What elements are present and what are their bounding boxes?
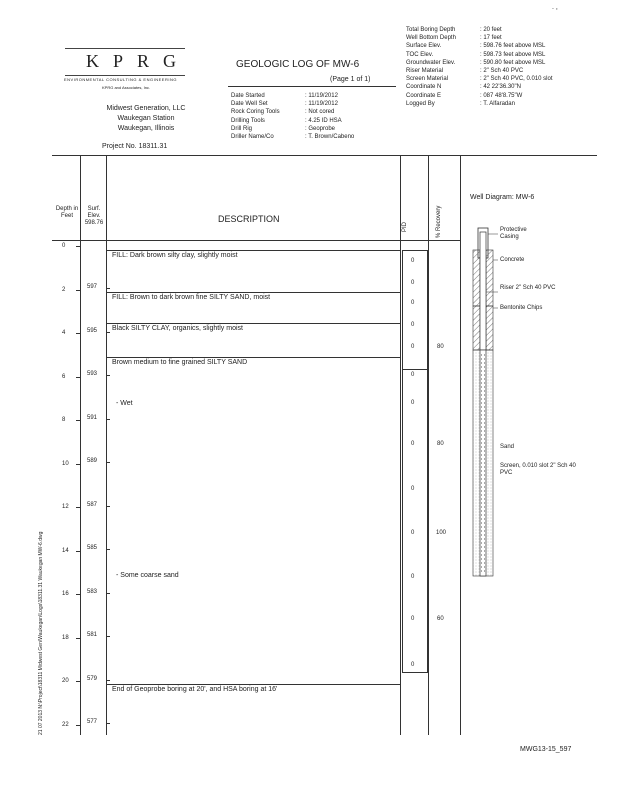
client-name: Midwest Generation, LLC — [106, 105, 186, 112]
info-value: : 11/19/2012 — [305, 101, 338, 108]
elev-tick-label: 585 — [87, 545, 98, 551]
depth-tick — [76, 420, 80, 421]
recovery-value-3: 100 — [436, 530, 447, 536]
depth-tick-label: 0 — [62, 243, 66, 249]
desc-divider-2 — [106, 323, 400, 324]
screen-pipe — [480, 350, 486, 576]
depth-tick — [76, 725, 80, 726]
depth-tick — [76, 594, 80, 595]
client-location: Waukegan, Illinois — [117, 125, 175, 132]
elev-tick — [106, 288, 110, 289]
description-2: FILL: Brown to dark brown fine SILTY SAND, moist — [112, 294, 271, 301]
info-label: Coordinate E — [406, 92, 442, 99]
info-value: : 087 48'8.75"W — [480, 92, 523, 99]
depth-tick — [76, 333, 80, 334]
info-label: Drill Rig — [231, 125, 252, 132]
bentonite-left — [473, 306, 480, 350]
depth-tick-label: 14 — [62, 547, 69, 554]
elev-tick-label: 587 — [87, 501, 98, 508]
well-label-riser: Riser 2" Sch 40 PVC — [500, 285, 556, 291]
pid-value: 0 — [411, 372, 415, 378]
desc-divider-0 — [106, 250, 400, 251]
recovery-header: % Recovery — [436, 205, 442, 238]
depth-tick-label: 22 — [62, 721, 69, 728]
info-value: : 598.73 feet above MSL — [480, 51, 546, 58]
table-top-border — [52, 155, 597, 156]
concrete-right — [486, 250, 493, 306]
elev-header: Surf. Elev. 598.76 — [84, 206, 104, 226]
depth-tick — [76, 681, 80, 682]
company-logo: KPRG — [86, 51, 191, 71]
depth-tick — [76, 464, 80, 465]
pid-value: 0 — [411, 400, 415, 406]
elev-tick-label: 579 — [87, 675, 98, 682]
project-number: Project No. 18311.31 — [102, 143, 168, 150]
well-label-bentonite: Bentonite Chips — [500, 305, 543, 311]
elev-tick — [106, 636, 110, 637]
well-diagram-header: Well Diagram: MW-6 — [470, 194, 535, 201]
logo-rule-top — [65, 48, 185, 49]
info-value: : T. Brown/Cabeno — [305, 134, 355, 141]
elev-tick — [106, 332, 110, 333]
info-value: : 20 feet — [480, 27, 502, 33]
elev-tick-label: 577 — [87, 719, 98, 725]
info-value: : 11/19/2012 — [305, 93, 338, 99]
pid-value: 0 — [411, 280, 415, 286]
footer-bates: MWG13-15_597 — [520, 746, 572, 753]
pid-header: PID — [402, 221, 408, 232]
info-label: Date Well Set — [231, 101, 268, 108]
description-4: Brown medium to fine grained SILTY SAND — [112, 359, 248, 366]
elev-col-divider — [106, 155, 107, 735]
depth-header: Depth in Feet — [55, 206, 79, 219]
info-label: Date Started — [231, 93, 265, 99]
riser-pipe — [480, 232, 486, 350]
info-label: Total Boring Depth — [406, 27, 456, 33]
description-6: - Some coarse sand — [116, 572, 179, 579]
description-1: FILL: Dark brown silty clay, slightly moist — [112, 252, 238, 259]
depth-tick-label: 6 — [62, 373, 66, 380]
info-mid — [231, 92, 401, 141]
pid-value: 0 — [411, 258, 415, 264]
elev-tick-label: 583 — [87, 588, 98, 595]
sample-interval-2 — [402, 368, 428, 673]
depth-tick — [76, 246, 80, 247]
elev-tick — [106, 506, 110, 507]
well-diagram — [460, 220, 580, 600]
info-label: Drilling Tools — [231, 117, 265, 124]
recovery-value-2: 80 — [437, 441, 444, 447]
elev-tick-label: 591 — [87, 414, 98, 421]
file-path-side-text: 21 07 2013 N:\Project\18311 Midwest Gen\Waukegan\Logs\18311.31 Waukegan MW-6.dwg — [38, 531, 44, 735]
pid-value: 0 — [411, 486, 415, 492]
info-value: : Geoprobe — [305, 125, 336, 132]
sample-interval-1 — [402, 250, 428, 370]
elev-tick-label: 597 — [87, 284, 98, 290]
description-end: End of Geoprobe boring at 20', and HSA boring at 16' — [112, 686, 278, 693]
page-indicator: (Page 1 of 1) — [330, 76, 371, 83]
description-header: DESCRIPTION — [218, 214, 280, 224]
depth-tick — [76, 638, 80, 639]
description-5: - Wet — [116, 400, 133, 407]
desc-divider-3 — [106, 357, 400, 358]
recovery-value-4: 60 — [437, 616, 444, 622]
well-label-screen: Screen, 0.010 slot 2" Sch 40 PVC — [500, 463, 576, 476]
info-label: TOC Elev. — [406, 51, 434, 58]
concrete-left — [473, 250, 480, 306]
info-label: Surface Elev. — [406, 43, 442, 50]
pid-col-left — [400, 155, 401, 735]
elev-tick-label: 593 — [87, 371, 98, 377]
info-value: : Not cored — [305, 109, 335, 116]
depth-tick-label: 16 — [62, 591, 69, 597]
depth-tick — [76, 507, 80, 508]
company-subtag: KPRG and Associates, Inc. — [102, 85, 151, 90]
info-value: : 598.76 feet above MSL — [480, 43, 546, 50]
well-label-casing: Protective Casing — [500, 227, 527, 240]
info-value: : T. Alfaradan — [480, 100, 515, 107]
info-label: Riser Material — [406, 68, 444, 75]
info-label: Coordinate N — [406, 84, 442, 91]
depth-tick-label: 20 — [62, 678, 69, 684]
well-label-sand: Sand — [500, 444, 515, 450]
elev-tick — [106, 375, 110, 376]
well-label-concrete: Concrete — [500, 257, 525, 263]
elev-tick-label: 595 — [87, 327, 98, 334]
info-value: : 2" Sch 40 PVC — [480, 68, 524, 75]
elev-tick-label: 581 — [87, 632, 98, 638]
info-value: : 2" Sch 40 PVC, 0.010 slot — [480, 76, 553, 83]
desc-divider-end — [106, 684, 400, 685]
info-value: : 4.25 ID HSA — [305, 117, 342, 124]
pid-col-right — [428, 155, 429, 735]
depth-tick — [76, 377, 80, 378]
info-value: : 42 22'36.30"N — [480, 84, 521, 91]
info-label: Logged By — [406, 100, 435, 107]
bentonite-right — [486, 306, 493, 350]
elev-tick-label: 589 — [87, 458, 98, 464]
depth-tick-label: 2 — [62, 286, 66, 293]
info-label: Groundwater Elev. — [406, 59, 456, 66]
info-label: Well Bottom Depth — [406, 35, 456, 42]
log-title: GEOLOGIC LOG OF MW-6 — [236, 59, 360, 70]
depth-tick-label: 12 — [62, 504, 69, 510]
recovery-value-1: 80 — [437, 344, 444, 350]
depth-tick-label: 18 — [62, 634, 69, 641]
pid-value: 0 — [411, 344, 415, 350]
pid-value: 0 — [411, 300, 415, 306]
pid-value: 0 — [411, 530, 415, 536]
pid-value: 0 — [411, 574, 415, 580]
pid-value: 0 — [411, 322, 415, 328]
elev-tick — [106, 549, 110, 550]
info-value: : 590.80 feet above MSL — [480, 59, 546, 66]
corner-mark: . , — [552, 4, 558, 11]
company-tagline: ENVIRONMENTAL CONSULTING & ENGINEERING — [64, 77, 177, 82]
elev-tick — [106, 462, 110, 463]
pid-value: 0 — [411, 616, 415, 622]
client-site: Waukegan Station — [117, 115, 175, 122]
elev-tick — [106, 723, 110, 724]
pid-value: 0 — [411, 441, 415, 447]
elev-tick — [106, 419, 110, 420]
client-block — [86, 104, 206, 134]
title-rule — [228, 86, 396, 87]
depth-tick-label: 4 — [62, 330, 66, 336]
info-label: Driller Name/Co — [231, 134, 274, 141]
elev-tick — [106, 593, 110, 594]
description-3: Black SILTY CLAY, organics, slightly moist — [112, 325, 243, 332]
depth-tick — [76, 290, 80, 291]
header-bottom-border — [52, 240, 460, 241]
depth-col-divider — [80, 155, 81, 735]
depth-tick — [76, 551, 80, 552]
elev-tick — [106, 680, 110, 681]
info-value: : 17 feet — [480, 35, 502, 42]
info-label: Screen Material — [406, 76, 449, 83]
depth-tick-label: 8 — [62, 417, 66, 423]
depth-tick-label: 10 — [62, 460, 69, 467]
desc-divider-1 — [106, 292, 400, 293]
pid-value: 0 — [411, 662, 415, 668]
info-right — [406, 26, 591, 108]
info-label: Rock Coring Tools — [231, 109, 280, 116]
